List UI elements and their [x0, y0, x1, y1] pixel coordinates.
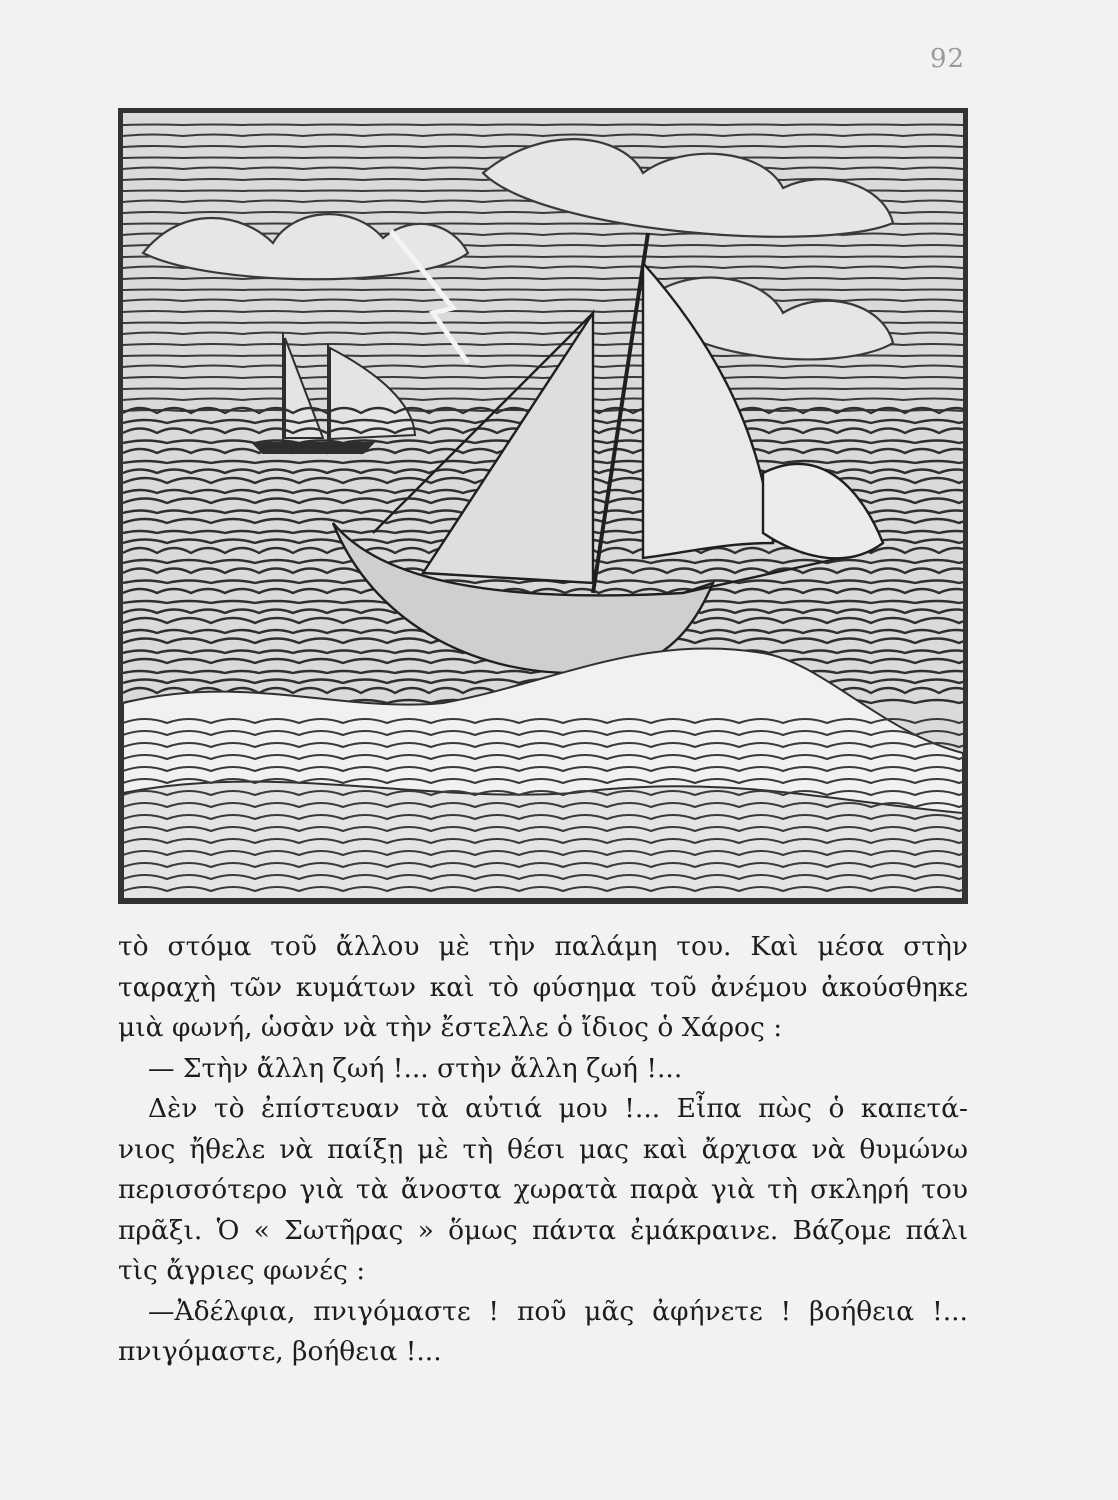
body-text: [118, 927, 968, 1373]
text-line-4: — Στὴν ἄλλη ζωή !... στὴν ἄλλη ζωή !...: [148, 1052, 683, 1084]
text-line-10: —Ἀδέλφια, πνιγόμαστε ! ποῦ μᾶς ἀφήνετε ! βοήθεια !...: [148, 1295, 968, 1327]
page-number: 92: [930, 44, 966, 74]
text-line-2: ταραχὴ τῶν κυμάτων καὶ τὸ φύσημα τοῦ ἀνέμου ἀκούσθηκε: [118, 971, 968, 1003]
text-line-8: πρᾶξι. Ὁ « Σωτῆρας » ὅμως πάντα ἐμάκραινε. Βάζομε πάλι: [118, 1214, 968, 1246]
woodcut-stormy-sea-sailboats-icon: [123, 113, 963, 899]
text-line-7: περισσότερο γιὰ τὰ ἄνοστα χωρατὰ παρὰ γιὰ τὴ σκληρή του: [118, 1174, 968, 1205]
text-line-6: νιος ἤθελε νὰ παίξῃ μὲ τὴ θέσι μας καὶ ἄρχισα νὰ θυμώνω: [118, 1133, 968, 1165]
text-line-1: τὸ στόμα τοῦ ἄλλου μὲ τὴν παλάμη του. Καὶ μέσα στὴν: [118, 931, 968, 962]
text-line-3: μιὰ φωνή, ὡσὰν νὰ τὴν ἔστελλε ὁ ἴδιος ὁ Χάρος :: [118, 1012, 783, 1043]
text-line-5: Δὲν τὸ ἐπίστευαν τὰ αὐτιά μου !... Εἶπα πὼς ὁ καπετά-: [148, 1093, 968, 1124]
text-line-9: τὶς ἄγριες φωνές :: [118, 1255, 366, 1286]
text-line-11: πνιγόμαστε, βοήθεια !...: [118, 1336, 442, 1367]
illustration: [118, 108, 968, 904]
